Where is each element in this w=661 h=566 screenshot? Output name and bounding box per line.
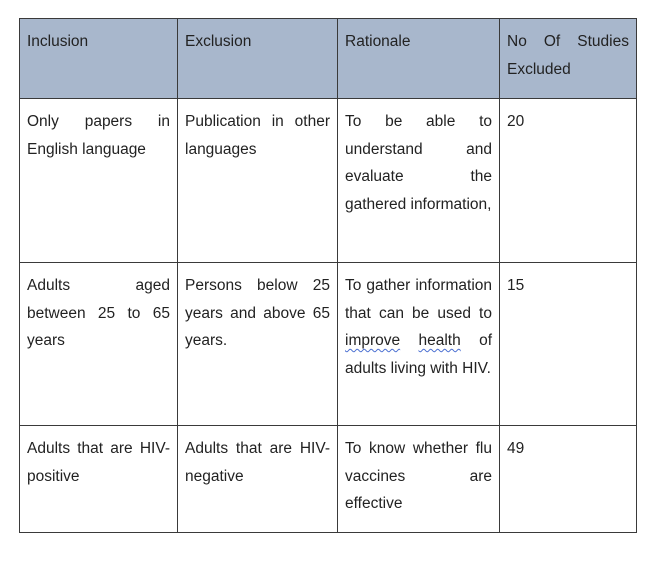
table-row xyxy=(20,99,637,263)
cell-studies-excluded[interactable]: 15 xyxy=(500,263,637,426)
spellcheck-flagged-word[interactable]: improve xyxy=(345,332,401,349)
header-inclusion: Inclusion xyxy=(20,19,178,99)
exclusion-criteria-table xyxy=(19,18,637,533)
cell-exclusion[interactable]: Adults that are HIV-negative xyxy=(178,426,338,533)
cell-studies-excluded[interactable]: 49 xyxy=(500,426,637,533)
table-row xyxy=(20,263,637,426)
cell-studies-excluded[interactable]: 20 xyxy=(500,99,637,263)
header-rationale: Rationale xyxy=(338,19,500,99)
cell-rationale[interactable]: To be able to understand and evaluate the gathered information, xyxy=(338,99,500,263)
table-row xyxy=(20,426,637,533)
cell-inclusion[interactable]: Adults aged between 25 to 65 years xyxy=(20,263,178,426)
rationale-text-space xyxy=(400,332,418,349)
rationale-text-end: of adults living with HIV. xyxy=(345,332,493,377)
table-header-row xyxy=(20,19,637,99)
header-exclusion: Exclusion xyxy=(178,19,338,99)
cell-exclusion[interactable]: Persons below 25 years and above 65 years. xyxy=(178,263,338,426)
cell-inclusion[interactable]: Adults that are HIV-positive xyxy=(20,426,178,533)
cell-rationale[interactable]: To know whether flu vaccines are effective xyxy=(338,426,500,533)
rationale-text-start: To gather information that can be used to xyxy=(345,277,492,322)
cell-rationale[interactable] xyxy=(338,263,500,426)
cell-inclusion[interactable]: Only papers in English language xyxy=(20,99,178,263)
cell-exclusion[interactable]: Publication in other languages xyxy=(178,99,338,263)
spellcheck-flagged-word[interactable]: health xyxy=(418,332,461,349)
header-studies-excluded: No Of Studies Excluded xyxy=(500,19,637,99)
